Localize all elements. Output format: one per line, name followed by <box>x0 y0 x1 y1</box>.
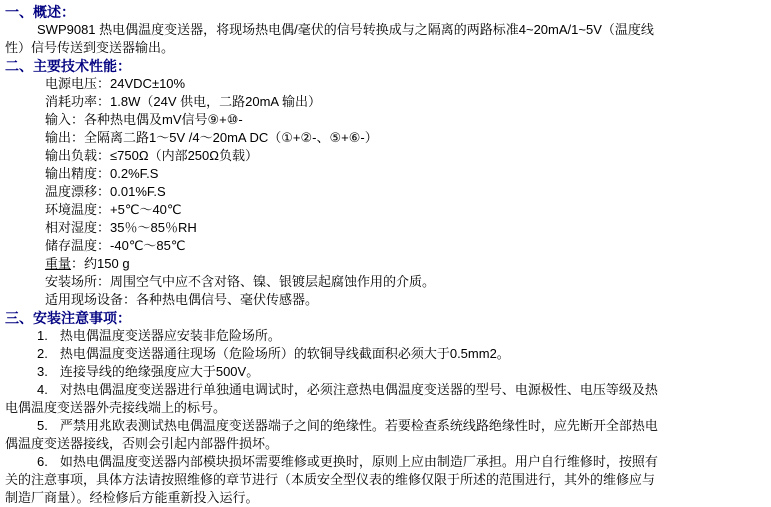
spec-row-temp-drift <box>5 183 659 201</box>
spec-label: 环境温度 <box>45 202 98 217</box>
colon-separator: ： <box>97 76 111 91</box>
spec-value: 全隔离二路1～5V /4～20mA DC（①+②-、⑤+⑥-） <box>84 130 378 145</box>
spec-row-installation-site <box>5 273 659 291</box>
spec-label: 输出负载 <box>45 148 98 163</box>
spec-label: 重量 <box>45 256 72 271</box>
spec-value: -40℃～85℃ <box>110 238 186 253</box>
spec-label: 电源电压 <box>45 76 98 91</box>
spec-row-output-accuracy <box>5 165 659 183</box>
spec-label: 输入 <box>45 112 72 127</box>
overview-paragraph: SWP9081 热电偶温度变送器，将现场热电偶/毫伏的信号转换成与之隔离的两路标准4~20mA/1~5V（温度线性）信号传送到变送器输出。 <box>5 22 654 55</box>
spec-label: 输出精度 <box>45 166 98 181</box>
item-text: 严禁用兆欧表测试热电偶温度变送器端子之间的绝缘性。若要检查系统线路绝缘性时，应先断开全部热电偶温度变送器接线，否则会引起内部器件损坏。 <box>5 418 658 451</box>
colon-separator: ： <box>71 256 85 271</box>
colon-separator: ： <box>71 112 85 127</box>
spec-value: 0.2%F.S <box>110 166 159 181</box>
spec-label: 温度漂移 <box>45 184 98 199</box>
spec-label: 消耗功率 <box>45 94 98 109</box>
spec-row-power-consumption <box>5 93 659 111</box>
note-item-2 <box>5 345 659 363</box>
spec-label: 储存温度 <box>45 238 98 253</box>
note-item-1 <box>5 327 659 345</box>
item-number: 1. <box>37 328 48 343</box>
colon-separator: ： <box>97 274 111 289</box>
spec-value: 周围空气中应不含对铬、镍、银镀层起腐蚀作用的介质。 <box>110 274 436 289</box>
note-item-5 <box>5 417 659 453</box>
spec-label: 相对湿度 <box>45 220 98 235</box>
note-item-3 <box>5 363 659 381</box>
spec-value: 约150 g <box>84 256 130 271</box>
spec-value: +5℃～40℃ <box>110 202 182 217</box>
item-text: 对热电偶温度变送器进行单独通电调试时，必须注意热电偶温度变送器的型号、电源极性、电压等级及热电偶温度变送器外壳接线端上的标号。 <box>5 382 658 415</box>
section-heading-overview: 一、概述： <box>5 4 75 20</box>
spec-value: ≤750Ω（内部250Ω负载） <box>110 148 258 163</box>
spec-label: 适用现场设备 <box>45 292 124 307</box>
spec-row-weight <box>5 255 659 273</box>
colon-separator: ： <box>97 220 111 235</box>
spec-label: 输出 <box>45 130 72 145</box>
spec-label: 安装场所 <box>45 274 98 289</box>
item-number: 4. <box>37 382 48 397</box>
section-heading-notes: 三、安装注意事项： <box>5 310 131 326</box>
colon-separator: ： <box>123 292 137 307</box>
colon-separator: ： <box>97 202 111 217</box>
spec-value: 24VDC±10% <box>110 76 186 91</box>
colon-separator: ： <box>71 130 85 145</box>
spec-value: 1.8W（24V 供电，二路20mA 输出） <box>110 94 321 109</box>
item-text: 热电偶温度变送器应安装非危险场所。 <box>59 328 281 343</box>
item-number: 5. <box>37 418 48 433</box>
item-text: 连接导线的绝缘强度应大于500V。 <box>59 364 260 379</box>
note-item-6 <box>5 453 659 507</box>
item-text: 热电偶温度变送器通往现场（危险场所）的软铜导线截面积必须大于0.5mm2。 <box>59 346 510 361</box>
spec-value: 各种热电偶信号、毫伏传感器。 <box>136 292 319 307</box>
spec-row-storage-temp <box>5 237 659 255</box>
item-number: 2. <box>37 346 48 361</box>
colon-separator: ： <box>97 148 111 163</box>
spec-row-ambient-temp <box>5 201 659 219</box>
spec-value: 35％～85％RH <box>110 220 197 235</box>
note-item-4 <box>5 381 659 417</box>
spec-row-applicable-devices <box>5 291 659 309</box>
item-number: 3. <box>37 364 48 379</box>
item-number: 6. <box>37 454 48 469</box>
spec-row-output-load <box>5 147 659 165</box>
item-text: 如热电偶温度变送器内部模块损坏需要维修或更换时，原则上应由制造厂承担。用户自行维修时，按照有关的注意事项，具体方法请按照维修的章节进行（本质安全型仪表的维修仅限于所述的范围进行，其外的维修应与制造厂商量）。经检修后方能重新投入运行。 <box>5 454 658 505</box>
spec-row-relative-humidity <box>5 219 659 237</box>
spec-value: 0.01%F.S <box>110 184 166 199</box>
spec-row-input <box>5 111 659 129</box>
colon-separator: ： <box>97 94 111 109</box>
spec-row-power-voltage <box>5 75 659 93</box>
colon-separator: ： <box>97 184 111 199</box>
colon-separator: ： <box>97 166 111 181</box>
spec-value: 各种热电偶及mV信号⑨+⑩- <box>84 112 243 127</box>
colon-separator: ： <box>97 238 111 253</box>
spec-row-output <box>5 129 659 147</box>
section-heading-specs: 二、主要技术性能： <box>5 58 131 74</box>
